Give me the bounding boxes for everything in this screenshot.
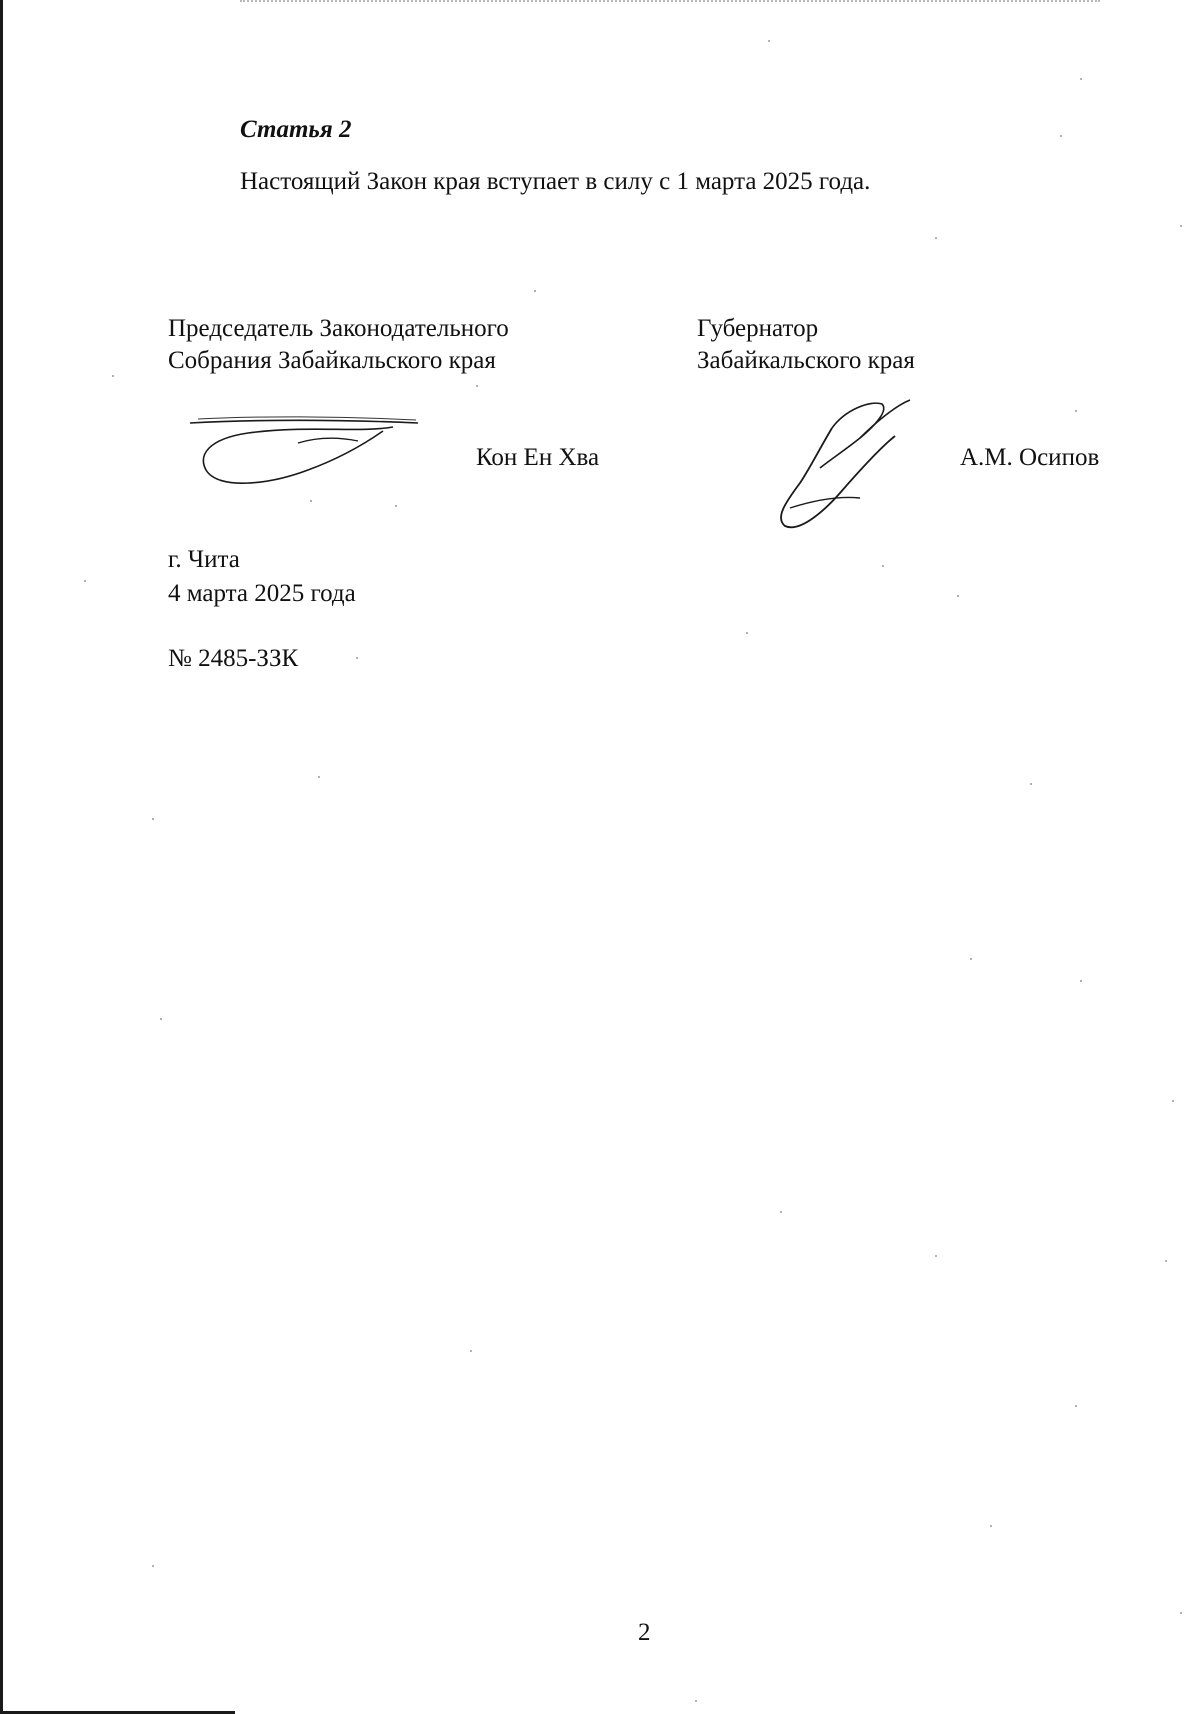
scan-speck	[356, 657, 358, 659]
chair-title-line2: Собрания Забайкальского края	[168, 347, 496, 374]
scan-speck	[160, 1018, 162, 1020]
place: г. Чита	[168, 546, 240, 573]
scan-speck	[1180, 1612, 1182, 1614]
scan-speck	[1060, 135, 1062, 137]
chair-name: Кон Ен Хва	[476, 444, 600, 471]
scan-speck	[84, 580, 86, 582]
governor-title-line1: Губернатор	[697, 315, 819, 342]
scan-speck	[935, 1255, 937, 1257]
law-number: № 2485-ЗЗК	[168, 645, 299, 672]
governor-signature	[770, 398, 920, 533]
chair-title	[168, 313, 509, 377]
scan-speck	[1080, 78, 1082, 80]
scan-speck	[534, 290, 536, 292]
scan-noise-top	[240, 0, 1100, 5]
scan-speck	[476, 385, 478, 387]
scan-speck	[1030, 783, 1032, 785]
scan-speck	[152, 1565, 154, 1567]
page-number: 2	[638, 1619, 651, 1646]
scan-speck	[470, 1350, 472, 1352]
scan-edge-left	[0, 0, 3, 1714]
scan-speck	[882, 565, 884, 567]
signing-date: 4 марта 2025 года	[168, 580, 356, 607]
chair-title-line1: Председатель Законодательного	[168, 315, 509, 342]
scan-speck	[1180, 225, 1182, 227]
article-heading: Статья 2	[240, 116, 352, 143]
scan-speck	[152, 818, 154, 820]
scan-speck	[310, 500, 312, 502]
scan-speck	[395, 505, 397, 507]
scan-speck	[318, 776, 320, 778]
chair-signature	[188, 415, 420, 495]
scan-speck	[1172, 1100, 1174, 1102]
scan-speck	[1165, 1260, 1167, 1262]
scan-speck	[780, 1211, 782, 1213]
governor-name: А.М. Осипов	[960, 444, 1100, 471]
scan-speck	[746, 632, 748, 634]
scan-speck	[768, 40, 770, 42]
scan-speck	[990, 1525, 992, 1527]
governor-title	[697, 313, 915, 377]
scan-speck	[1075, 1405, 1077, 1407]
scan-speck	[112, 375, 114, 377]
scan-speck	[695, 1700, 697, 1702]
scan-speck	[1080, 980, 1082, 982]
article-text: Настоящий Закон края вступает в силу с 1 марта 2025 года.	[240, 168, 871, 195]
scan-speck	[957, 595, 959, 597]
governor-title-line2: Забайкальского края	[697, 347, 915, 374]
scan-speck	[1075, 410, 1077, 412]
scan-speck	[970, 958, 972, 960]
scan-speck	[935, 237, 937, 239]
